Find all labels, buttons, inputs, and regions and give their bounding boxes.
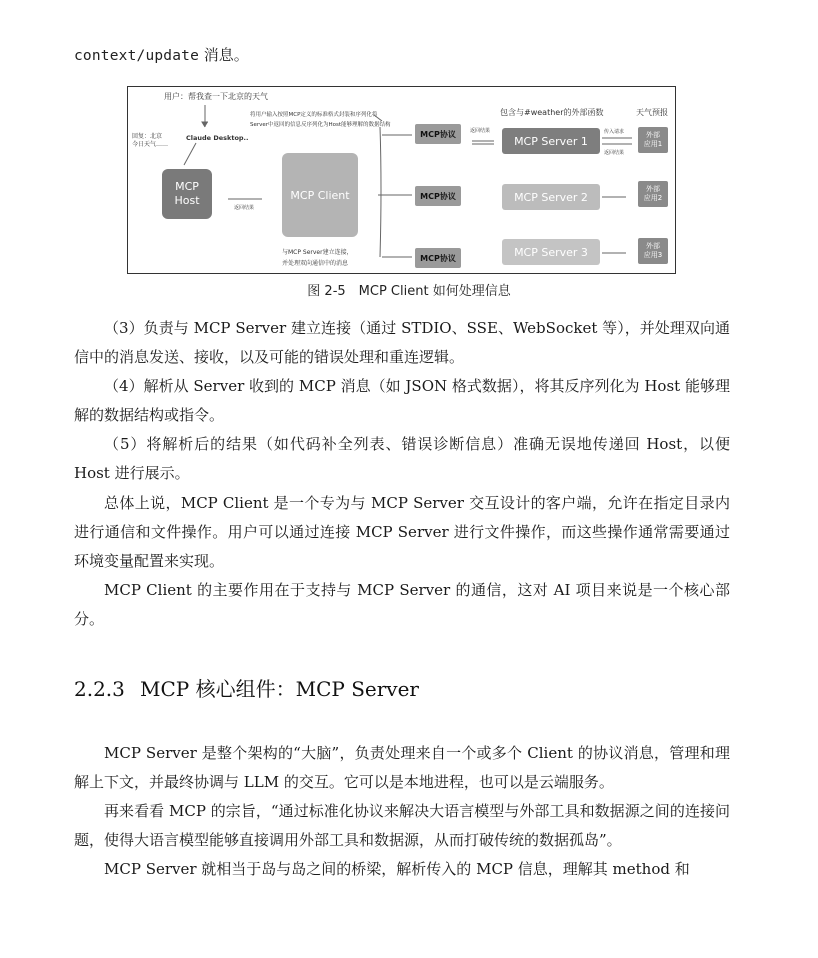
reply-line: 今日天气……: [132, 141, 169, 148]
ext-line: 应用3: [643, 251, 663, 259]
client-connection-note: [282, 247, 353, 269]
code-term: context/update: [74, 48, 200, 64]
user-query-label: 用户：帮我查一下北京的天气: [164, 92, 268, 101]
server-function-header: 包含与#weather的外部函数: [500, 108, 604, 117]
ext-line: 外部: [646, 242, 660, 250]
claude-desktop-label: Claude Desktop..: [186, 134, 249, 142]
mcp-server-2-box: MCP Server 2: [502, 184, 600, 210]
diagram-figure: [127, 86, 676, 274]
note-line: 与MCP Server建立连接，: [282, 249, 353, 256]
external-app-1-box: [638, 127, 668, 153]
paragraph-summary: 总体上说，MCP Client 是一个专为与 MCP Server 交互设计的客户端，允许在指定目录内进行通信和文件操作。用户可以通过连接 MCP Server 进行文件操作，而这些操作通常需要通过环境变量配置来实现。: [74, 494, 730, 570]
host-line: MCP: [175, 180, 199, 193]
mcp-protocol-box: MCP协议: [415, 124, 461, 144]
note-line: Server中返回的信息反序列化为Host能够理解的数据结构: [250, 122, 391, 128]
paragraph-item-5: （5）将解析后的结果（如代码补全列表、错误诊断信息）准确无误地传递回 Host，以便 Host 进行展示。: [74, 435, 730, 482]
host-line: Host: [174, 194, 200, 207]
mcp-protocol-box: MCP协议: [415, 186, 461, 206]
external-app-3-box: [638, 238, 668, 264]
paragraph-server-bridge: MCP Server 就相当于岛与岛之间的桥梁，解析传入的 MCP 信息，理解其 method 和: [104, 860, 690, 878]
reply-label: [132, 133, 168, 149]
mcp-server-1-box: MCP Server 1: [502, 128, 600, 154]
figure-caption: 图 2-5 MCP Client 如何处理信息: [307, 284, 511, 299]
continued-text-line: [74, 44, 249, 65]
note-line: 将用户输入按照MCP定义的标准格式封装和序列化将: [250, 112, 378, 118]
section-heading: [74, 673, 419, 702]
client-role-note: [250, 110, 391, 130]
mcp-server-3-box: MCP Server 3: [502, 239, 600, 265]
note-line: 并处理双向通信中的消息: [282, 260, 349, 267]
paragraph-item-4: （4）解析从 Server 收到的 MCP 消息（如 JSON 格式数据），将其反序列化为 Host 能够理解的数据结构或指令。: [74, 377, 730, 424]
return-result-label: 返回结果: [234, 205, 255, 211]
paragraph-role: MCP Client 的主要作用在于支持与 MCP Server 的通信，这对 AI 项目来说是一个核心部分。: [74, 581, 730, 628]
continued-text: 消息。: [199, 46, 249, 64]
mcp-host-box: [162, 169, 212, 219]
ext-line: 外部: [646, 131, 660, 139]
paragraph-server-intro: MCP Server 是整个架构的“大脑”，负责处理来自一个或多个 Client 的协议消息，管理和理解上下文，并最终协调与 LLM 的交互。它可以是本地进程，也可以是云端服务。: [74, 744, 730, 791]
return-result-label: 返回结果: [470, 128, 491, 134]
weather-header: 天气预报: [636, 108, 668, 117]
mcp-protocol-box: MCP协议: [415, 248, 461, 268]
ext-line: 应用2: [643, 194, 663, 202]
paragraph-mcp-purpose: 再来看看 MCP 的宗旨，“通过标准化协议来解决大语言模型与外部工具和数据源之间的连接问题，使得大语言模型能够直接调用外部工具和数据源，从而打破传统的数据孤岛”。: [74, 802, 730, 849]
pass-request-label: 传入请求: [604, 129, 625, 135]
section-number: 2.2.3: [74, 677, 125, 701]
return-result-label: 返回结果: [604, 150, 625, 156]
mcp-client-box: MCP Client: [282, 153, 358, 237]
paragraph-item-3: （3）负责与 MCP Server 建立连接（通过 STDIO、SSE、WebSocket 等），并处理双向通信中的消息发送、接收，以及可能的错误处理和重连逻辑。: [74, 319, 730, 366]
ext-line: 应用1: [643, 140, 663, 148]
reply-line: 回复：北京: [132, 133, 163, 140]
external-app-2-box: [638, 181, 668, 207]
section-title: MCP 核心组件：MCP Server: [140, 677, 419, 701]
ext-line: 外部: [646, 185, 660, 193]
